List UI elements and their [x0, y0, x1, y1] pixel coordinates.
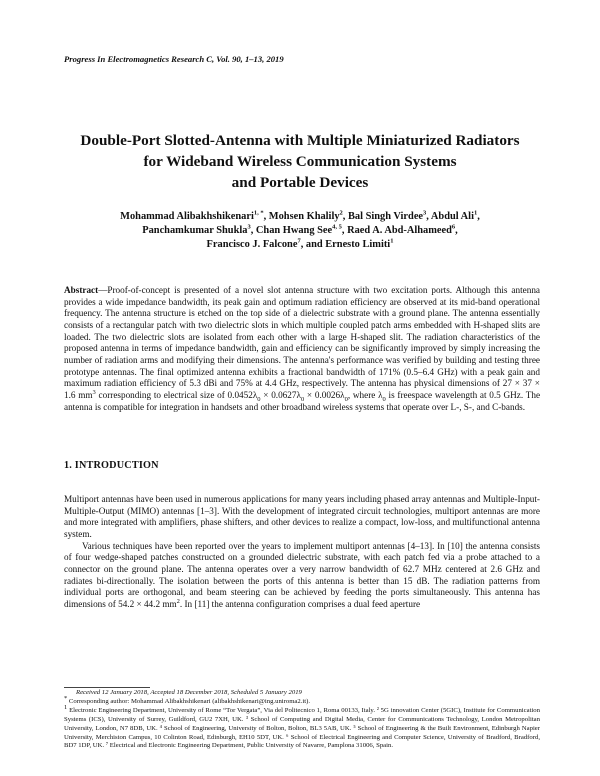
footnote-mark: * — [64, 694, 68, 702]
title-line-3: and Portable Devices — [231, 174, 369, 191]
abstract-sub: 0 — [257, 395, 261, 403]
journal-header: Progress In Electromagnetics Research C, Vol. 90, 1–13, 2019 — [64, 54, 284, 64]
author-sep: , and — [300, 238, 326, 250]
author-affil: 2 — [339, 209, 343, 217]
author-sep: , — [342, 211, 348, 222]
author-sep: , — [477, 211, 480, 222]
footnotes — [64, 689, 540, 751]
author-affil: 6 — [451, 223, 456, 231]
author-line-2 — [40, 224, 560, 238]
abstract-sup: 3 — [92, 388, 96, 396]
corresponding-text: Corresponding author: Mohammad Alibakhshikenari (alibakhshikenari@ing.uniroma2.it). — [67, 697, 311, 705]
author-line-1 — [40, 210, 560, 224]
author-affil: 4, 5 — [332, 223, 342, 231]
intro-paragraph-1: Multiport antennas have been used in numerous applications for many years including phased array antennas and Multiple-Input-Multiple-Output (MIMO) antennas [1–3]. With the development of integrated circuit technologies, multiport antennas are more and more integrated with amplifiers, phase shifters, and other devices to realize a compact, low-loss, and multifunctional antenna system. — [64, 494, 540, 539]
author-sep: , — [250, 224, 256, 236]
title-line-2: for Wideband Wireless Communication Systems — [143, 153, 457, 170]
author-sep: , — [426, 211, 431, 222]
author-name: Francisco J. Falcone — [206, 238, 298, 250]
author-affil: 1 — [473, 209, 478, 217]
author-name: Panchamkumar Shukla — [142, 224, 248, 236]
author-list — [40, 210, 560, 251]
author-sep: , — [455, 224, 458, 236]
author-affil: 1, * — [253, 209, 264, 217]
abstract-sub: 0 — [382, 395, 386, 403]
abstract-text: —Proof-of-concept is presented of a novel slot antenna structure with two excitation ports. Although this antenna provides a wide impedance bandwidth, its peak gain and optimum radiation efficiency are observed at its mid-band operational frequency. The antenna structure is etched on the top side of a dielectric substrate with a ground plane. The antenna essentially consists of a rectangular patch with two dielectric slots in which multiple coupled patch arms embedded with H-shaped slits are loaded. The two dielectric slots are isolated from each other with a large H-shaped slit. The radiation characteristics of the proposed antenna in terms of impedance bandwidth, gain and efficiency can be significantly improved by simply increasing the number of radiation arms and modifying their dimensions. The antenna's performance was verified by building and testing three prototype antennas. The final optimized antenna exhibits a fractional bandwidth of 171% (0.5–6.4 GHz) with a peak gain and maximum radiation efficiency of 5.3 dBi and 75% at 4.4 GHz, respectively. The antenna has physical dimensions of 27 × 37 × 1.6 mm — [64, 285, 540, 400]
intro-paragraph-2 — [64, 541, 540, 611]
abstract-text: corresponding to electrical size of 0.0452λ — [95, 389, 258, 400]
abstract — [64, 285, 540, 413]
author-line-3 — [40, 238, 560, 252]
intro-text: Various techniques have been reported over the years to implement multiport antennas [4–13]. In [10] the antenna consists of four wedge-shaped patches constructed on a grounded dielectric substrate, with each patch fed via a probe attached to a connector on the ground plane. The antenna operates over a very narrow bandwidth of 62.7 MHz centered at 2.6 GHz and radiates bi-directionally. The isolation between the ports of this antenna is better than 15 dB. The radiation patterns from individual ports are orthogonal, and beam steering can be achieved by feeding the ports simultaneously. This antenna has dimensions of 54.2 × 44.2 mm — [64, 540, 540, 609]
abstract-sub: 0 — [300, 395, 305, 403]
received-dates: Received 12 January 2018, Accepted 18 December 2018, Scheduled 5 January 2019 — [76, 689, 302, 696]
author-affil: 1 — [390, 237, 394, 245]
author-affil: 3 — [247, 223, 251, 231]
introduction-body — [64, 494, 540, 611]
affiliations — [64, 703, 540, 752]
abstract-text: × 0.0627λ — [260, 389, 301, 400]
author-name: Mohammad Alibakhshikenari — [120, 211, 254, 222]
title-line-1: Double-Port Slotted-Antenna with Multiple Miniaturized Radiators — [80, 132, 520, 149]
author-sep: , — [263, 211, 269, 222]
abstract-text: is freespace wavelength at 0.5 GHz. The antenna is compatible for integration in handsets and other broadband wireless systems that operate over L-, S-, and C-bands. — [64, 389, 541, 412]
corresponding-author — [64, 694, 540, 707]
intro-text: . In [11] the antenna configuration comprises a dual feed aperture — [179, 598, 421, 609]
author-name: Abdul Ali — [430, 211, 474, 222]
abstract-sub: 0 — [344, 395, 348, 403]
author-affil: 7 — [297, 237, 301, 245]
affiliations-text: Electronic Engineering Department, University of Rome “Tor Vergata”, Via del Politecnico 1, Roma 00133, Italy. ² 5G innovation Center (5GIC), Institute for Communication Systems (ICS), University of Surrey, Guildford, GU2 7XH, UK. ³ School of Computing and Digital Media, Center for Communications Technology, London Metropolitan University, London, N7 8DB, UK. ⁴ School of Engineering, University of Bolton, Bolton, BL3 5AB, UK. ⁵ School of Engineering & the Built Environment, Edinburgh Napier University, Merchiston Campus, 10 Colinton Road, Edinburgh, EH10 5DT, UK. ⁶ School of Electrical Engineering and Computer Science, University of Bradford, Bradford, BD7 1DP, UK. ⁷ Electrical and Electronic Engineering Department, Public University of Navarre, Pamplona 31006, Spain. — [64, 706, 540, 750]
abstract-text: × 0.0026λ — [304, 389, 345, 400]
author-name: Chan Hwang See — [255, 224, 333, 236]
section-heading: 1. INTRODUCTION — [64, 460, 159, 471]
author-affil: 3 — [423, 209, 427, 217]
author-sep: , — [341, 224, 348, 236]
abstract-label: Abstract — [64, 285, 99, 295]
author-name: Ernesto Limiti — [325, 238, 391, 250]
footnote-rule — [64, 687, 150, 688]
abstract-text: , where λ — [347, 389, 383, 400]
intro-sup: 2 — [176, 597, 180, 605]
author-name: Bal Singh Virdee — [347, 211, 424, 222]
paper-title — [40, 130, 560, 193]
author-name: Raed A. Abd-Alhameed — [347, 224, 452, 236]
author-name: Mohsen Khalily — [268, 211, 340, 222]
footnote-mark: 1 — [64, 703, 68, 711]
